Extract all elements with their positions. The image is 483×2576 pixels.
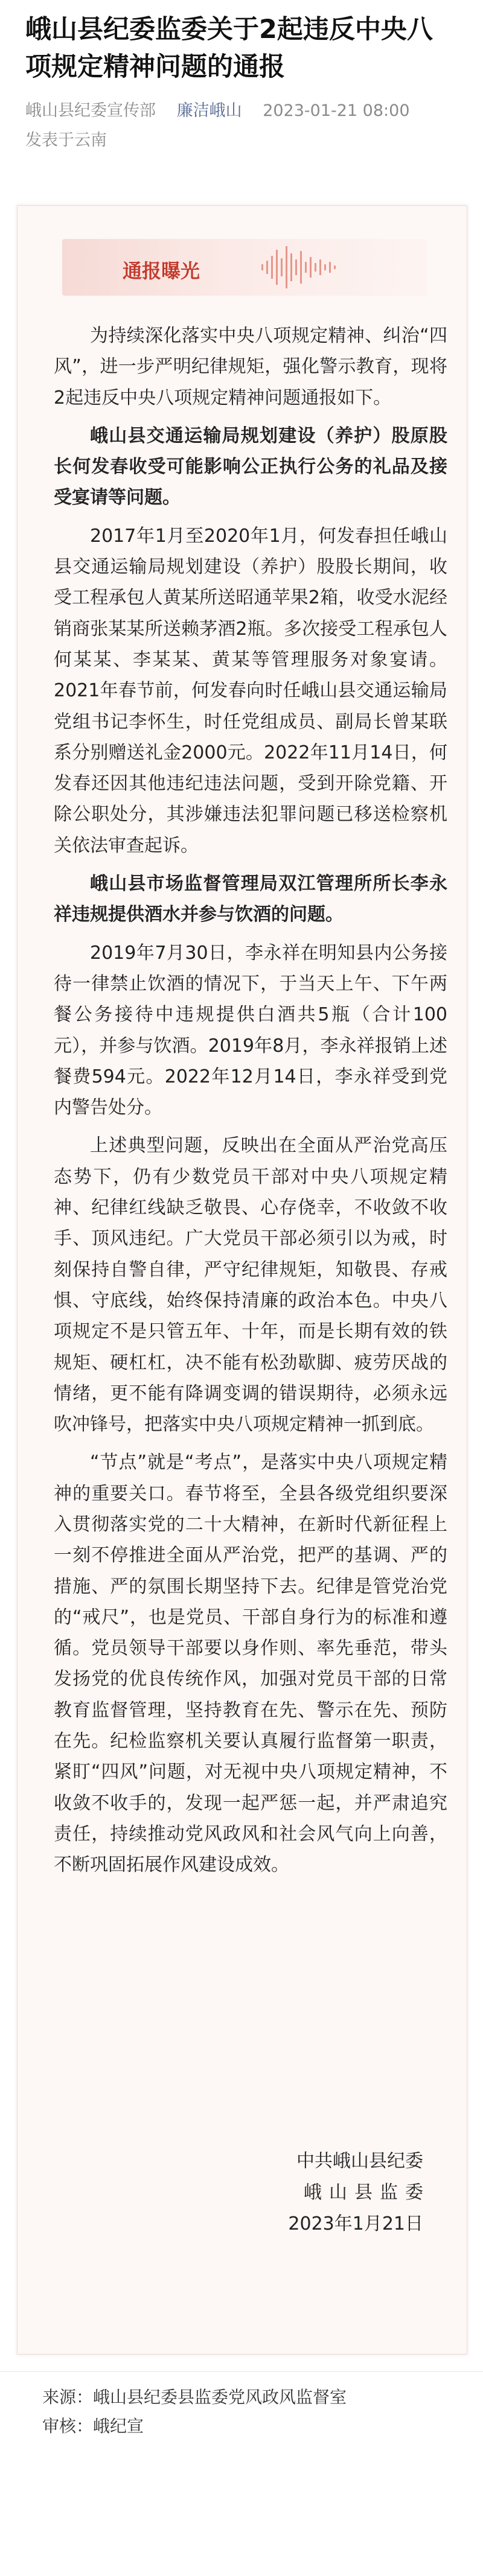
footer-review: 审核：峨纪宣 — [42, 2416, 144, 2436]
article-title: 峨山县纪委监委关于2起违反中央八项规定精神问题的通报 — [25, 14, 433, 82]
publish-location: 发表于云南 — [25, 131, 107, 150]
case2-title: 峨山县市场监督管理局双江管理所所长李永祥违规提供酒水并参与饮酒的问题。 — [54, 873, 447, 926]
warning-paragraph: 上述典型问题，反映出在全面从严治党高压态势下，仍有少数党员干部对中央八项规定精神、纪律红线缺乏敬畏、心存侥幸，不收敛不收手、顶风违纪。广大党员干部必须引以为戒，时刻保持自警自律，严守纪律规矩，知敬畏、存戒惧、守底线，始终保持清廉的政治本色。中央八项规定不是只管五年、十年，而是长期有效的铁规矩、硬杠杠，决不能有松劲歇脚、疲劳厌战的情绪，更不能有降调变调的错误期待，必须永远吹冲锋号，把落实中央八项规定精神一抓到底。 — [54, 1135, 447, 1436]
notice-body — [54, 320, 447, 1888]
notice-paper — [17, 205, 467, 2355]
case1-body: 2017年1月至2020年1月，何发春担任峨山县交通运输局规划建设（养护）股股长期间，收受工程承包人黄某所送昭通苹果2箱，收受水泥经销商张某某所送赖茅酒2瓶。多次接受工程承包人何某某、李某某、黄某等管理服务对象宴请。2021年春节前，何发春向时任峨山县交通运输局党组书记李怀生，时任党组成员、副局长曾某联系分别赠送礼金2000元。2022年11月14日，何发春还因其他违纪违法问题，受到开除党籍、开除公职处分，其涉嫌违法犯罪问题已移送检察机关依法审查起诉。 — [54, 525, 447, 856]
author-account: 峨山县纪委宣传部 — [25, 101, 156, 120]
notice-banner — [62, 239, 427, 296]
article-footer — [0, 2371, 483, 2441]
signature-org2: 峨山县监委 — [304, 2182, 430, 2203]
banner-label: 通报曝光 — [123, 259, 200, 282]
signature-date: 2023年1月21日 — [288, 2213, 423, 2234]
publish-time: 2023-01-21 08:00 — [263, 101, 410, 120]
holiday-paragraph: “节点”就是“考点”，是落实中央八项规定精神的重要关口。春节将至，全县各级党组织要深入贯彻落实党的二十大精神，在新时代新征程上一刻不停推进全面从严治党，把严的基调、严的措施、严的氛围长期坚持下去。纪律是管党治党的“戒尺”，也是党员、干部自身行为的标准和遵循。党员领导干部要以身作则、率先垂范，带头发扬党的优良传统作风，加强对党员干部的日常教育监督管理，坚持教育在先、警示在先、预防在先。纪检监察机关要认真履行监督第一职责，紧盯“四风”问题，对无视中央八项规定精神，不收敛不收手的，发现一起严惩一起，并严肃追究责任，持续推动党风政风和社会风气向上向善，不断巩固拓展作风建设成效。 — [54, 1452, 447, 1876]
signature-block — [288, 2146, 430, 2240]
sound-wave-icon — [261, 244, 394, 291]
case2-body: 2019年7月30日，李永祥在明知县内公务接待一律禁止饮酒的情况下，于当天上午、下午两餐公务接待中违规提供白酒共5瓶（合计100元），并参与饮酒。2019年8月，李永祥报销上述餐费594元。2022年12月14日，李永祥受到党内警告处分。 — [54, 942, 447, 1119]
article-header — [0, 0, 483, 150]
footer-source: 来源：峨山县纪委县监委党风政风监督室 — [42, 2387, 347, 2407]
intro-paragraph: 为持续深化落实中央八项规定精神、纠治“四风”，进一步严明纪律规矩，强化警示教育，现将2起违反中央八项规定精神问题通报如下。 — [54, 325, 447, 409]
official-account-link[interactable]: 廉洁峨山 — [176, 101, 242, 120]
signature-org1: 中共峨山县纪委 — [296, 2151, 423, 2172]
article-meta — [25, 99, 458, 123]
case1-title: 峨山县交通运输局规划建设（养护）股原股长何发春收受可能影响公正执行公务的礼品及接受宴请等问题。 — [54, 425, 447, 509]
